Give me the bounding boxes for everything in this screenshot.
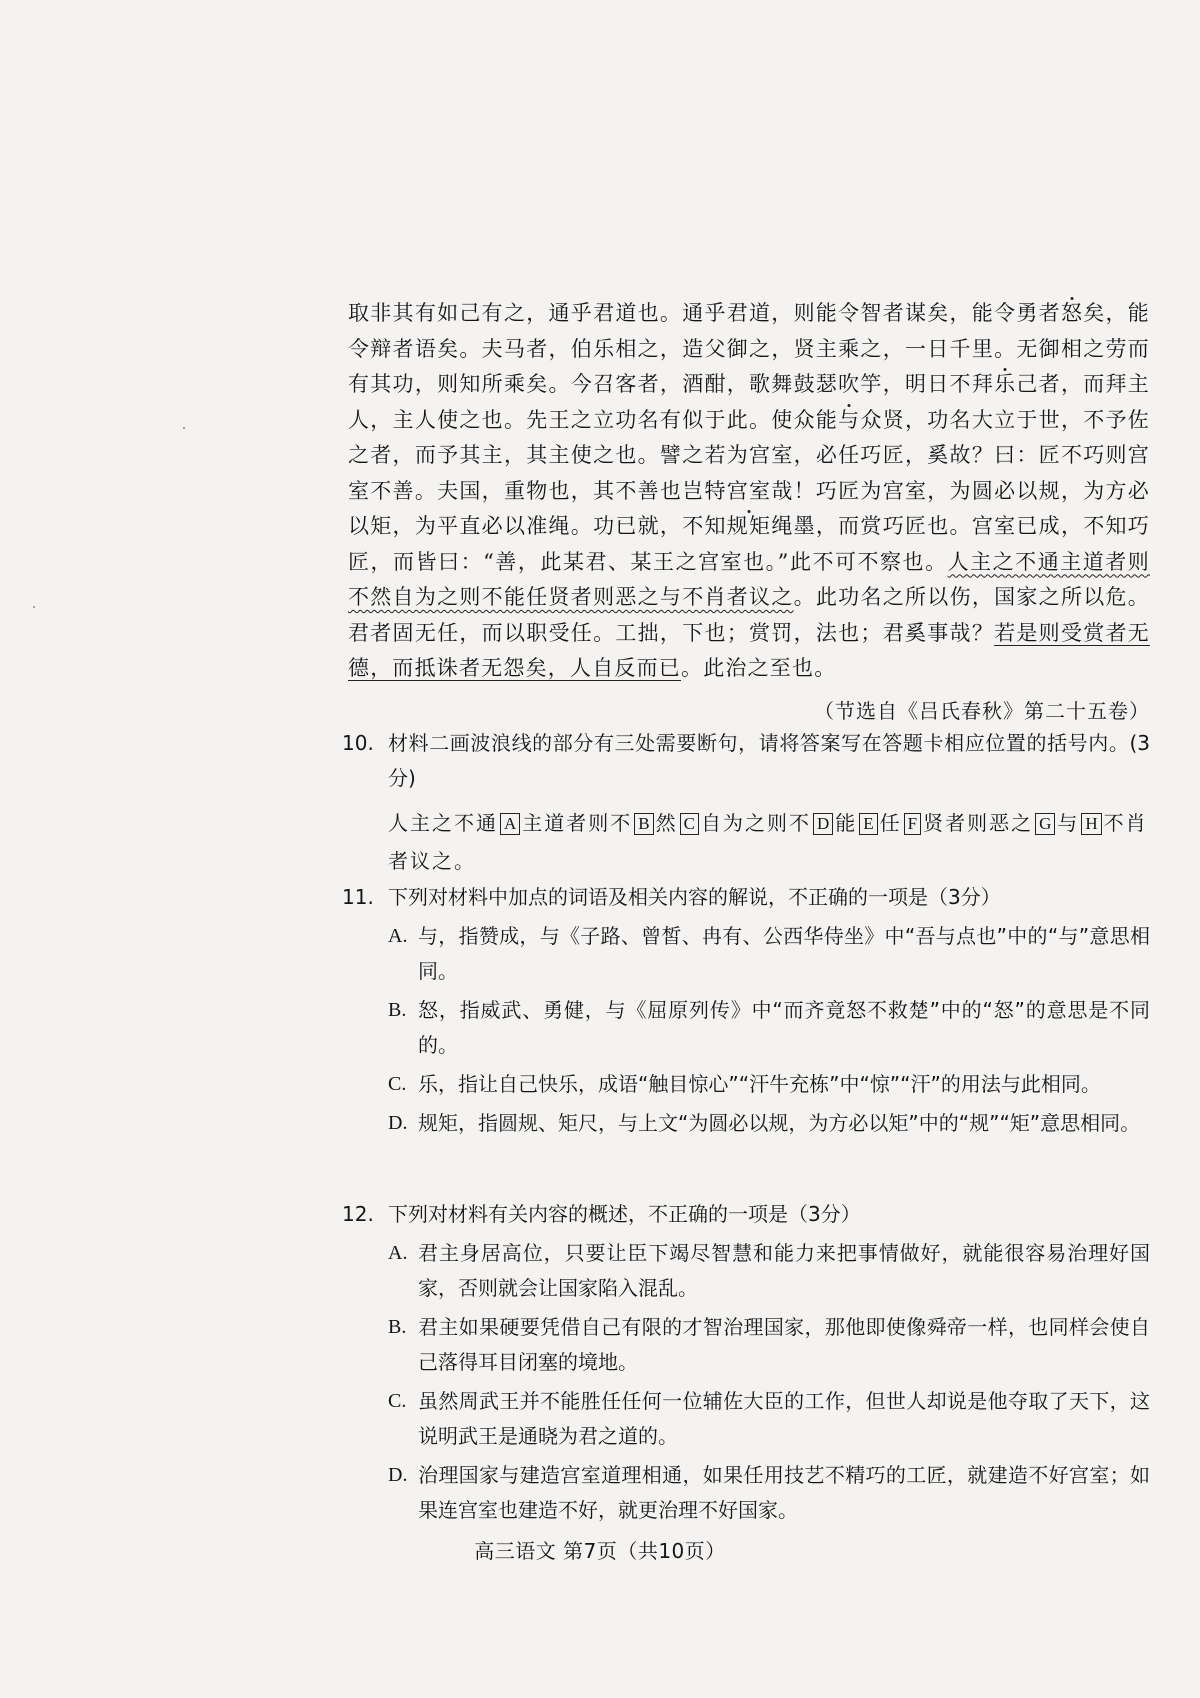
break-text: 与 [1057, 811, 1080, 835]
scan-speck [183, 427, 185, 429]
option-d [388, 1106, 1150, 1141]
question-number: 11. [342, 885, 374, 909]
option-d [388, 1458, 1150, 1528]
passage-source: （节选自《吕氏春秋》第二十五卷） [814, 699, 1150, 723]
break-box-h: H [1081, 813, 1101, 835]
question-10 [342, 726, 1150, 880]
break-text: 任 [879, 811, 902, 835]
passage-text: 矣，能令辩者语矣。夫马者，伯乐相之，造父御之，贤主乘之，一日千里。无御相之劳而有其功，则知所乘矣。今召客者，酒酣，歌舞鼓瑟吹竽，明日不拜 [348, 301, 1150, 396]
option-text: 治理国家与建造宫室道理相通，如果任用技艺不精巧的工匠，就建造不好宫室；如果连宫室也建造不好，就更治理不好国家。 [418, 1463, 1150, 1522]
break-box-a: A [500, 813, 520, 835]
break-box-f: F [904, 813, 921, 835]
question-number: 10. [342, 731, 374, 755]
break-text: 不肖者议之。 [388, 811, 1148, 873]
dotted-word-yu: 与 [838, 407, 861, 432]
question-12 [342, 1197, 1150, 1528]
option-text: 怒，指威武、勇健，与《屈原列传》中“而齐竟怒不救楚”中的“怒”的意思是不同的。 [418, 998, 1150, 1057]
question-stem: 下列对材料有关内容的概述，不正确的一项是（3分） [388, 1202, 861, 1226]
underlined-sentence: 若是则受赏者无德，而抵诛者无怨矣，人自反而已 [348, 620, 1150, 680]
option-b [388, 993, 1150, 1063]
break-box-b: B [634, 813, 653, 835]
break-text: 然 [655, 811, 678, 835]
passage-paragraph [348, 296, 1150, 687]
option-text: 与，指赞成，与《子路、曾皙、冉有、公西华侍坐》中“吾与点也”中的“与”意思相同。 [418, 924, 1150, 983]
break-text: 能 [835, 811, 858, 835]
option-text: 乐，指让自己快乐，成语“触目惊心”“汗牛充栋”中“惊”“汗”的用法与此相同。 [418, 1072, 1101, 1096]
option-letter: B. [388, 999, 407, 1021]
page-footer: 高三语文 第7页（共10页） [474, 1539, 726, 1563]
break-box-e: E [859, 813, 877, 835]
passage-text: 取非其有如己有之，通乎君道也。通乎君道，则能令智者谋矣，能令勇者 [348, 301, 1061, 325]
passage-text: 己者，而拜主人，主人使之也。先王之立功名有似于此。使众能 [348, 372, 1150, 432]
option-letter: A. [388, 925, 408, 947]
option-letter: D. [388, 1112, 408, 1134]
passage-text: 。此功名之所以伤，国家之所以危。君者固无任，而以职受任。工拙，下也；赏罚，法也；君奚事哉？ [348, 585, 1151, 645]
break-text: 主道者则不 [522, 811, 633, 835]
question-number: 12. [342, 1202, 374, 1226]
option-letter: B. [388, 1316, 407, 1338]
question-11 [342, 880, 1150, 1141]
option-c [388, 1384, 1150, 1454]
question-stem: 下列对材料中加点的词语及相关内容的解说，不正确的一项是（3分） [388, 885, 1001, 909]
passage-text: 众贤，功名大立于世，不予佐之者，而予其主，其主使之也。譬之若为宫室，必任巧匠，奚故？曰：匠不巧则宫室不善。夫国，重物也，其不善也岂特宫室哉！巧匠为宫室，为圆必以规，为方必以矩，为平直必以准绳。功已就，不知 [348, 407, 1150, 538]
break-box-c: C [680, 813, 699, 835]
option-letter: C. [388, 1390, 407, 1412]
dotted-word-guiju: 规矩 [726, 514, 772, 538]
option-text: 规矩，指圆规、矩尺，与上文“为圆必以规，为方必以矩”中的“规”“矩”意思相同。 [418, 1111, 1141, 1135]
break-text: 贤者则恶之 [923, 811, 1034, 835]
option-c [388, 1067, 1150, 1102]
option-letter: D. [388, 1464, 408, 1486]
wavy-underlined-sentence: 人主之不通主道者则不然自为之则不能任贤者则恶之与不肖者议之 [348, 549, 1150, 609]
option-text: 君主如果硬要凭借自己有限的才智治理国家，那他即使像舜帝一样，也同样会使自己落得耳目闭塞的境地。 [418, 1315, 1150, 1374]
dotted-word-le: 乐 [994, 372, 1017, 396]
option-a [388, 1236, 1150, 1306]
passage-text: 绳墨，而赏巧匠也。宫室已成，不知巧匠，而皆曰：“善，此某君、某王之宫室也。”此不可不察也。 [348, 514, 1150, 574]
break-box-d: D [813, 813, 833, 835]
option-letter: C. [388, 1073, 407, 1095]
question-stem: 材料二画波浪线的部分有三处需要断句，请将答案写在答题卡相应位置的括号内。(3分) [388, 731, 1150, 790]
scan-speck [33, 606, 35, 608]
break-text: 人主之不通 [388, 811, 498, 835]
option-b [388, 1310, 1150, 1380]
break-text: 自为之则不 [700, 811, 811, 835]
break-box-g: G [1035, 813, 1055, 835]
option-a [388, 919, 1150, 989]
classical-passage [348, 296, 1150, 687]
sentence-break-line [388, 804, 1150, 880]
passage-text: 。此治之至也。 [681, 656, 837, 680]
option-text: 虽然周武王并不能胜任任何一位辅佐大臣的工作，但世人却说是他夺取了天下，这说明武王是通晓为君之道的。 [418, 1389, 1150, 1448]
option-text: 君主身居高位，只要让臣下竭尽智慧和能力来把事情做好，就能很容易治理好国家，否则就会让国家陷入混乱。 [418, 1241, 1150, 1300]
dotted-word-nu: 怒 [1060, 301, 1084, 325]
option-letter: A. [388, 1242, 408, 1264]
